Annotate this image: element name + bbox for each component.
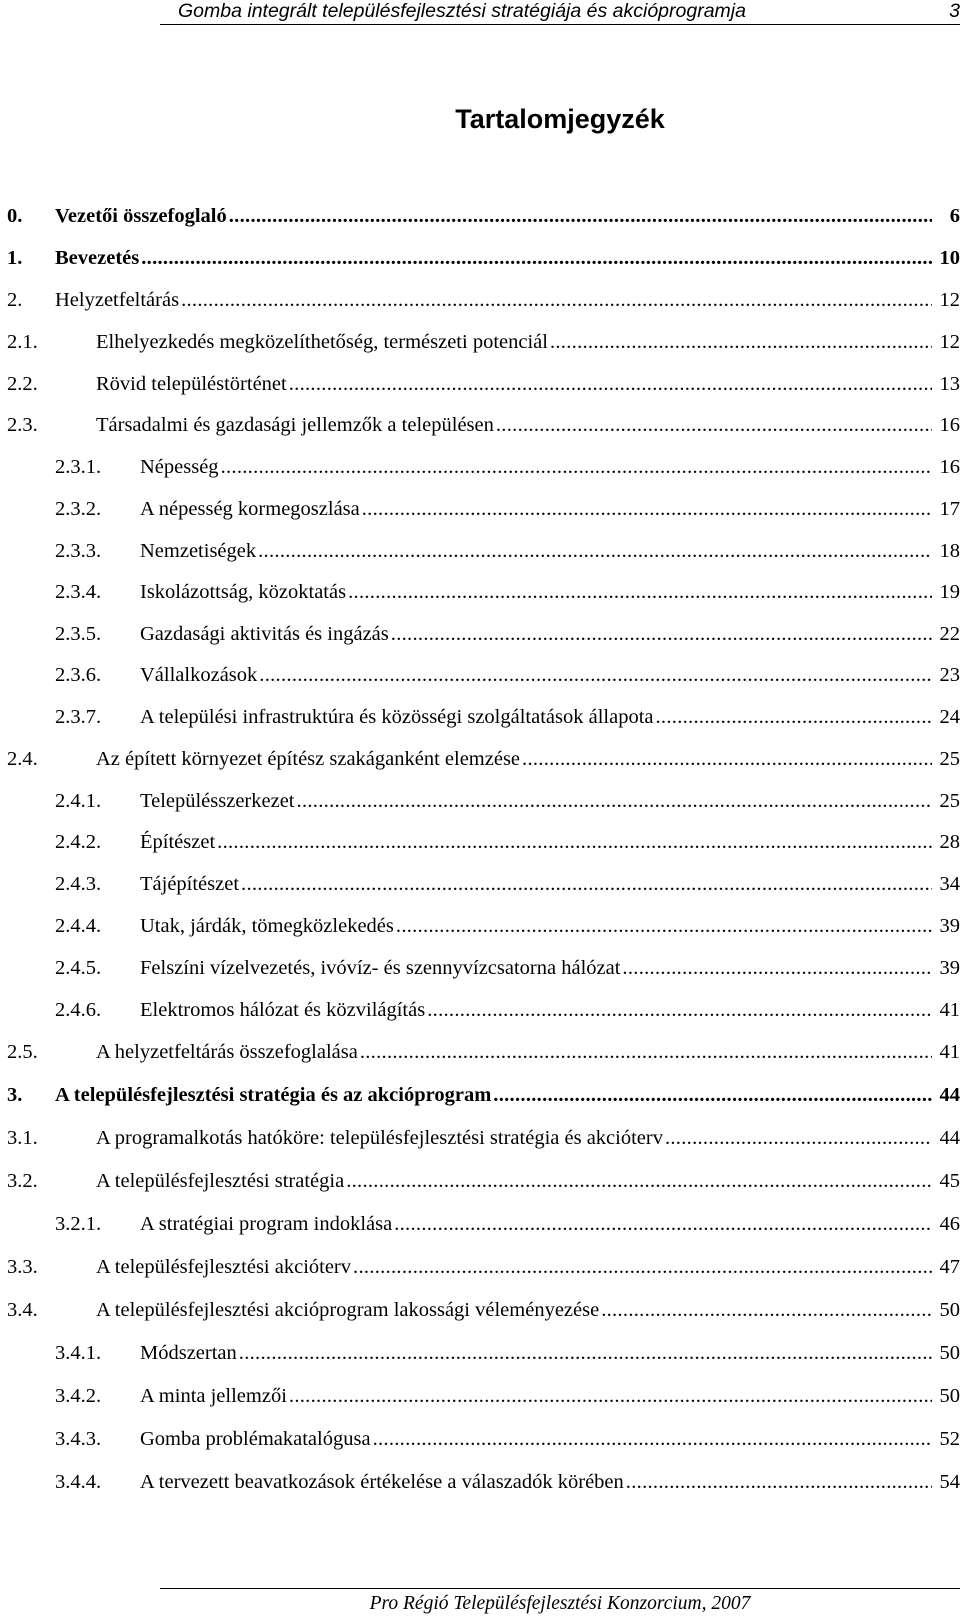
toc-entry-number: 1.	[7, 247, 23, 269]
toc-entry-leader-line	[96, 745, 932, 773]
toc-entry-page: 22	[939, 623, 960, 645]
toc-entry-number: 3.4.	[7, 1299, 38, 1321]
toc-entry-page: 19	[939, 581, 960, 603]
toc-entry-page: 34	[939, 873, 960, 895]
toc-entry-number: 2.3.2.	[55, 498, 102, 520]
toc-entry-title: Gazdasági aktivitás és ingázás	[140, 620, 391, 648]
toc-entry-page: 25	[939, 790, 960, 812]
toc-entry-leader-line	[140, 1425, 932, 1453]
toc-dot-leader	[391, 620, 932, 648]
toc-dot-leader	[394, 1210, 932, 1238]
toc-entry-title: Elektromos hálózat és közvilágítás	[140, 996, 427, 1024]
toc-entry-page: 12	[939, 331, 960, 353]
toc-entry-leader-line	[96, 411, 932, 439]
toc-entry[interactable]	[0, 1124, 960, 1152]
toc-dot-leader	[656, 703, 933, 731]
toc-entry-number: 2.3.6.	[55, 664, 102, 686]
toc-entry-title: Vállalkozások	[140, 661, 259, 689]
toc-entry-leader-line	[96, 328, 932, 356]
toc-entry-leader-line	[140, 1382, 932, 1410]
toc-entry-title: Rövid településtörténet	[96, 370, 289, 398]
toc-entry-number: 3.4.1.	[55, 1342, 102, 1364]
toc-entry-title: Utak, járdák, tömegközlekedés	[140, 912, 396, 940]
toc-entry-leader-line	[140, 828, 932, 856]
toc-entry-number: 2.2.	[7, 373, 38, 395]
toc-entry-page: 50	[939, 1385, 960, 1407]
toc-entry-leader-line	[140, 620, 932, 648]
toc-entry-leader-line	[140, 954, 932, 982]
toc-entry-page: 52	[939, 1428, 960, 1450]
toc-entry-title: Bevezetés	[55, 244, 141, 272]
toc-entry[interactable]	[0, 495, 960, 523]
toc-dot-leader	[496, 411, 932, 439]
toc-entry[interactable]	[0, 286, 960, 314]
toc-entry-leader-line	[140, 661, 932, 689]
toc-entry-leader-line	[96, 370, 932, 398]
toc-entry[interactable]	[0, 1425, 960, 1453]
toc-entry-title: Az épített környezet építész szakáganként elemzése	[96, 745, 522, 773]
toc-entry-leader-line	[55, 286, 932, 314]
toc-entry[interactable]	[0, 954, 960, 982]
toc-dot-leader	[622, 954, 932, 982]
toc-entry-title: Nemzetiségek	[140, 537, 258, 565]
toc-entry[interactable]	[0, 328, 960, 356]
toc-entry-title: A népesség kormegoszlása	[140, 495, 362, 523]
toc-entry-page: 18	[939, 540, 960, 562]
toc-dot-leader	[360, 1038, 932, 1066]
footer-text: Pro Régió Településfejlesztési Konzorcium, 2007	[369, 1593, 751, 1614]
toc-dot-leader	[289, 370, 932, 398]
toc-entry-number: 2.	[7, 289, 23, 311]
toc-entry-number: 3.3.	[7, 1256, 38, 1278]
toc-entry-title: A településfejlesztési stratégia	[96, 1167, 346, 1195]
toc-dot-leader	[427, 996, 932, 1024]
toc-entry-page: 41	[939, 999, 960, 1021]
toc-entry[interactable]	[0, 370, 960, 398]
toc-entry-title: A településfejlesztési akcióterv	[96, 1253, 353, 1281]
toc-entry-title: Elhelyezkedés megközelíthetőség, természeti potenciál	[96, 328, 550, 356]
toc-entry-leader-line	[140, 787, 932, 815]
toc-entry-page: 54	[939, 1471, 960, 1493]
toc-dot-leader	[522, 745, 932, 773]
toc-entry-page: 17	[939, 498, 960, 520]
toc-entry-title: A települési infrastruktúra és közösségi szolgáltatások állapota	[140, 703, 656, 731]
header-page-number: 3	[949, 0, 960, 22]
toc-entry-number: 2.5.	[7, 1041, 38, 1063]
toc-entry-page: 39	[939, 957, 960, 979]
toc-entry[interactable]	[0, 828, 960, 856]
toc-entry-title: Társadalmi és gazdasági jellemzők a településen	[96, 411, 496, 439]
running-footer	[160, 1588, 960, 1618]
toc-entry-number: 3.4.2.	[55, 1385, 102, 1407]
toc-entry-page: 12	[939, 289, 960, 311]
toc-entry-number: 2.3.4.	[55, 581, 102, 603]
toc-entry-page: 39	[939, 915, 960, 937]
toc-entry-title: A minta jellemzői	[140, 1382, 289, 1410]
toc-entry-number: 2.4.2.	[55, 831, 102, 853]
toc-entry-number: 2.4.	[7, 748, 38, 770]
header-title: Gomba integrált településfejlesztési stratégiája és akcióprogramja	[178, 0, 746, 22]
toc-dot-leader	[626, 1468, 932, 1496]
toc-entry[interactable]	[0, 703, 960, 731]
toc-entry-number: 2.4.5.	[55, 957, 102, 979]
toc-entry-title: Iskolázottság, közoktatás	[140, 578, 348, 606]
toc-entry-leader-line	[140, 703, 932, 731]
toc-entry-number: 3.4.4.	[55, 1471, 102, 1493]
toc-entry-leader-line	[55, 1081, 932, 1109]
toc-dot-leader	[289, 1382, 932, 1410]
toc-entry-title: A helyzetfeltárás összefoglalása	[96, 1038, 360, 1066]
toc-entry-leader-line	[96, 1296, 932, 1324]
toc-dot-leader	[297, 787, 932, 815]
toc-dot-leader	[229, 202, 932, 230]
toc-entry-page: 44	[939, 1084, 960, 1106]
toc-entry[interactable]	[0, 1081, 960, 1109]
toc-dot-leader	[362, 495, 932, 523]
toc-entry-number: 2.4.4.	[55, 915, 102, 937]
toc-dot-leader	[348, 578, 932, 606]
toc-entry-number: 2.3.5.	[55, 623, 102, 645]
toc-entry-leader-line	[96, 1124, 932, 1152]
toc-dot-leader	[181, 286, 932, 314]
toc-dot-leader	[601, 1296, 932, 1324]
toc-entry-leader-line	[140, 495, 932, 523]
toc-entry-title: A településfejlesztési akcióprogram lakossági véleményezése	[96, 1296, 601, 1324]
toc-dot-leader	[396, 912, 932, 940]
toc-entry-page: 13	[939, 373, 960, 395]
toc-entry[interactable]	[0, 578, 960, 606]
toc-entry-title: Módszertan	[140, 1339, 239, 1367]
toc-dot-leader	[141, 244, 932, 272]
toc-entry-page: 24	[939, 706, 960, 728]
toc-entry[interactable]	[0, 1210, 960, 1238]
toc-dot-leader	[241, 870, 932, 898]
toc-entry[interactable]	[0, 1296, 960, 1324]
toc-entry-leader-line	[96, 1253, 932, 1281]
toc-heading: Tartalomjegyzék	[455, 104, 665, 134]
toc-entry-leader-line	[55, 244, 932, 272]
toc-entry-title: Vezetői összefoglaló	[55, 202, 229, 230]
toc-entry-leader-line	[96, 1167, 932, 1195]
toc-entry[interactable]	[0, 620, 960, 648]
toc-entry[interactable]	[0, 411, 960, 439]
toc-entry-page: 10	[939, 247, 960, 269]
toc-entry[interactable]	[0, 1468, 960, 1496]
toc-entry-number: 3.2.	[7, 1170, 38, 1192]
toc-entry[interactable]	[0, 202, 960, 230]
toc-entry[interactable]	[0, 1167, 960, 1195]
toc-entry-leader-line	[140, 578, 932, 606]
toc-entry[interactable]	[0, 1253, 960, 1281]
toc-dot-leader	[217, 828, 932, 856]
toc-entry-leader-line	[140, 996, 932, 1024]
toc-dot-leader	[550, 328, 932, 356]
toc-entry-title: Településszerkezet	[140, 787, 297, 815]
toc-entry-leader-line	[55, 202, 932, 230]
toc-entry-page: 28	[939, 831, 960, 853]
toc-entry-page: 23	[939, 664, 960, 686]
toc-entry[interactable]	[0, 912, 960, 940]
toc-entry[interactable]	[0, 870, 960, 898]
toc-entry-number: 3.4.3.	[55, 1428, 102, 1450]
toc-entry-title: Felszíni vízelvezetés, ivóvíz- és szennyvízcsatorna hálózat	[140, 954, 622, 982]
toc-dot-leader	[258, 537, 932, 565]
toc-entry-title: A településfejlesztési stratégia és az akcióprogram	[55, 1081, 493, 1109]
toc-dot-leader	[353, 1253, 932, 1281]
toc-entry-leader-line	[140, 537, 932, 565]
toc-entry[interactable]	[0, 787, 960, 815]
toc-entry-title: A tervezett beavatkozások értékelése a válaszadók körében	[140, 1468, 626, 1496]
toc-dot-leader	[346, 1167, 932, 1195]
toc-entry-number: 2.3.	[7, 414, 38, 436]
toc-entry-number: 2.3.3.	[55, 540, 102, 562]
toc-entry-page: 25	[939, 748, 960, 770]
toc-dot-leader	[493, 1081, 932, 1109]
toc-entry[interactable]	[0, 1038, 960, 1066]
toc-entry-page: 50	[939, 1342, 960, 1364]
toc-entry-leader-line	[96, 1038, 932, 1066]
toc-entry[interactable]	[0, 537, 960, 565]
toc-dot-leader	[665, 1124, 932, 1152]
toc-entry-page: 47	[939, 1256, 960, 1278]
toc-entry-leader-line	[140, 912, 932, 940]
toc-entry-number: 2.4.3.	[55, 873, 102, 895]
toc-entry-page: 45	[939, 1170, 960, 1192]
toc-entry-title: A stratégiai program indoklása	[140, 1210, 394, 1238]
toc-entry[interactable]	[0, 996, 960, 1024]
toc-entry-title: Gomba problémakatalógusa	[140, 1425, 373, 1453]
toc-dot-leader	[259, 661, 932, 689]
toc-entry-title: Tájépítészet	[140, 870, 241, 898]
toc-entry-number: 2.1.	[7, 331, 38, 353]
toc-entry-title: A programalkotás hatóköre: településfejlesztési stratégia és akcióterv	[96, 1124, 665, 1152]
toc-entry-page: 6	[949, 205, 960, 227]
toc-entry-number: 3.1.	[7, 1127, 38, 1149]
toc-entry-page: 50	[939, 1299, 960, 1321]
toc-entry-title: Népesség	[140, 453, 221, 481]
toc-entry[interactable]	[0, 1382, 960, 1410]
toc-entry-number: 3.	[7, 1084, 23, 1106]
toc-entry-leader-line	[140, 870, 932, 898]
toc-entry[interactable]	[0, 745, 960, 773]
toc-entry[interactable]	[0, 453, 960, 481]
toc-entry-page: 16	[939, 414, 960, 436]
toc-entry-leader-line	[140, 1339, 932, 1367]
toc-entry-page: 44	[939, 1127, 960, 1149]
toc-entry[interactable]	[0, 661, 960, 689]
toc-dot-leader	[239, 1339, 932, 1367]
toc-entry-page: 41	[939, 1041, 960, 1063]
toc-entry-leader-line	[140, 1468, 932, 1496]
toc-entry-title: Építészet	[140, 828, 217, 856]
toc-entry-page: 46	[939, 1213, 960, 1235]
toc-entry[interactable]	[0, 244, 960, 272]
toc-dot-leader	[373, 1425, 932, 1453]
toc-entry-number: 2.4.1.	[55, 790, 102, 812]
toc-entry-number: 2.3.7.	[55, 706, 102, 728]
toc-entry-number: 0.	[7, 205, 23, 227]
toc-dot-leader	[221, 453, 932, 481]
toc-entry[interactable]	[0, 1339, 960, 1367]
toc-entry-number: 2.3.1.	[55, 456, 102, 478]
toc-entry-leader-line	[140, 1210, 932, 1238]
toc-entry-leader-line	[140, 453, 932, 481]
toc-entry-title: Helyzetfeltárás	[55, 286, 181, 314]
toc-entry-page: 16	[939, 456, 960, 478]
toc-entry-number: 2.4.6.	[55, 999, 102, 1021]
toc-entry-number: 3.2.1.	[55, 1213, 102, 1235]
